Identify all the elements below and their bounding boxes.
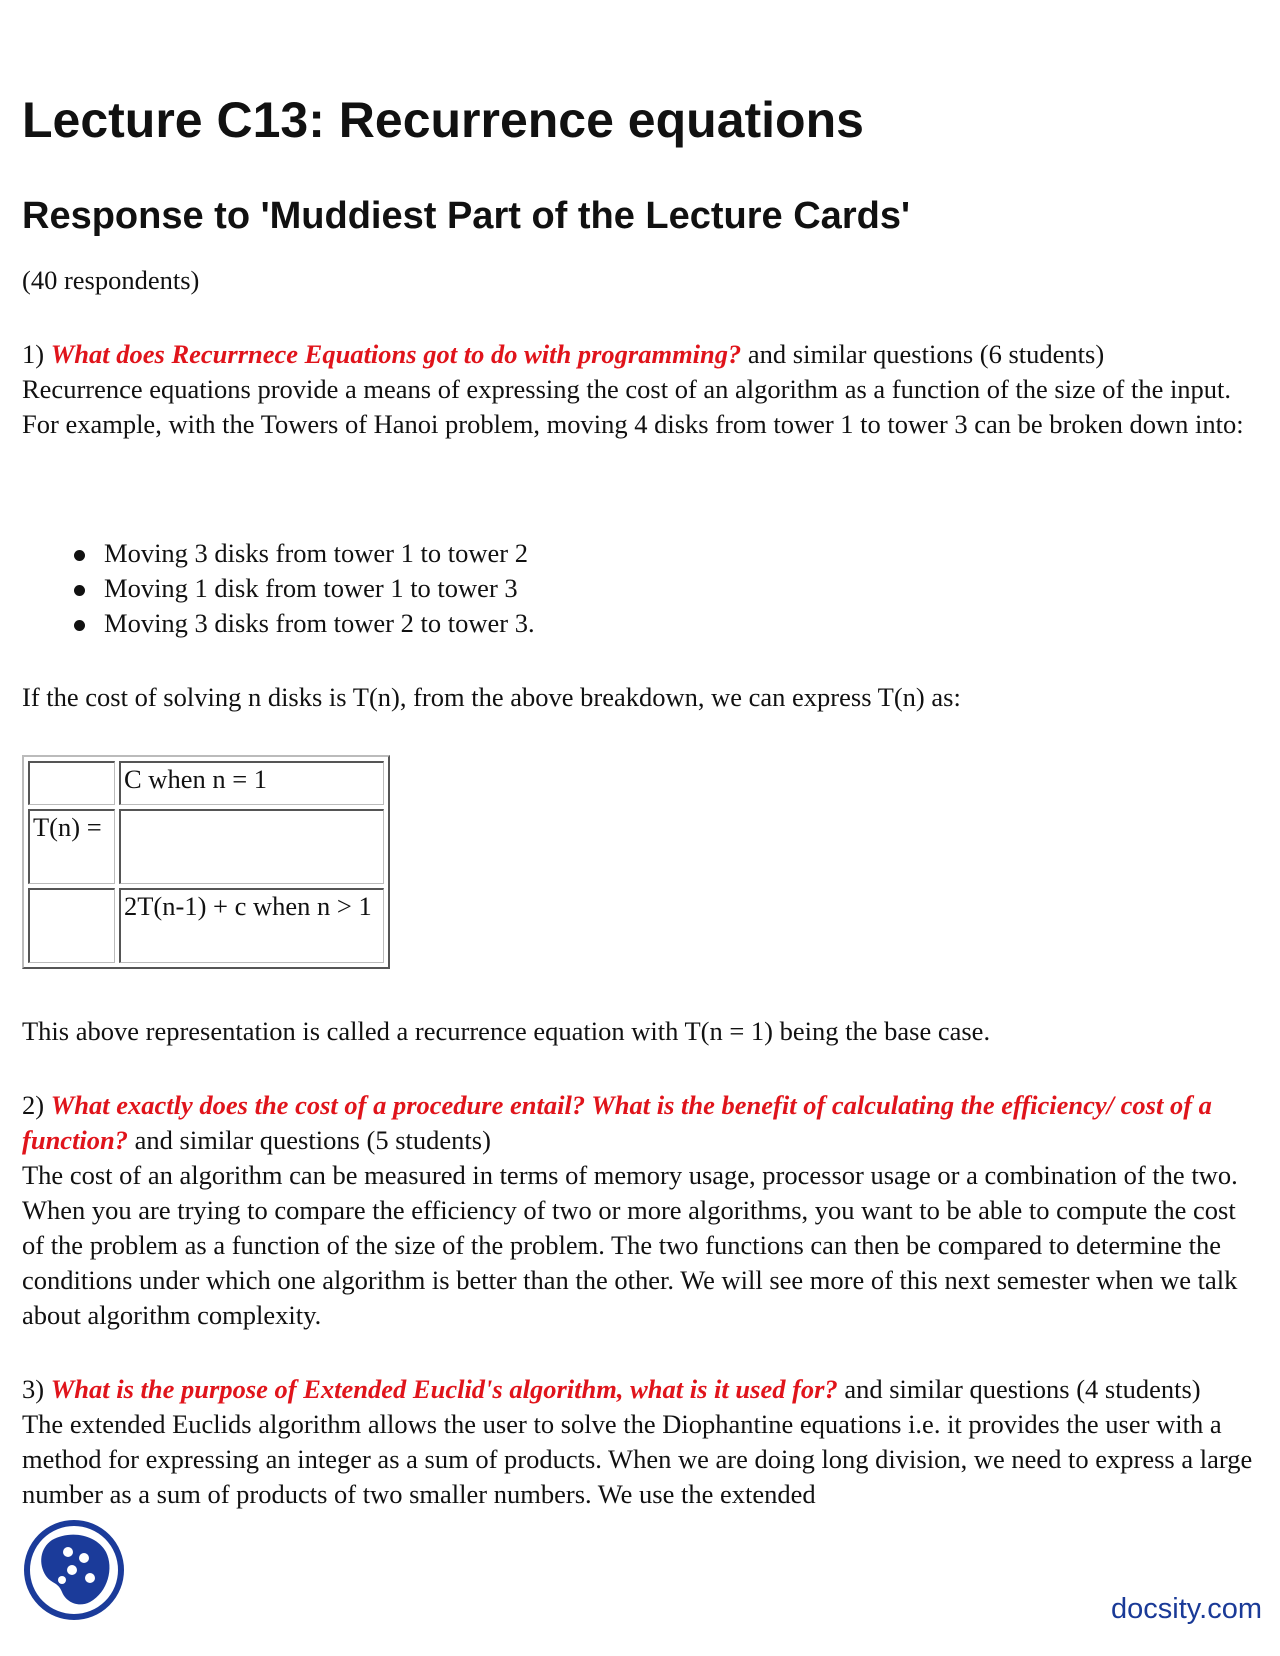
table-row xyxy=(28,809,384,884)
table-row xyxy=(28,761,384,805)
question-3-number: 3) xyxy=(22,1374,51,1404)
question-2-tail: and similar questions (5 students) xyxy=(128,1125,491,1155)
question-3-tail: and similar questions (4 students) xyxy=(837,1374,1201,1404)
list-item: Moving 1 disk from tower 1 to tower 3 xyxy=(22,571,535,606)
table-lhs: T(n) = xyxy=(28,809,115,884)
recurrence-table xyxy=(22,755,390,969)
table-cell-empty xyxy=(28,761,115,805)
question-1-tail: and similar questions (6 students) xyxy=(741,339,1105,369)
question-1-number: 1) xyxy=(22,339,51,369)
question-3 xyxy=(22,1372,1258,1512)
docsity-logo-icon xyxy=(22,1518,126,1622)
question-1-text: What does Recurrnece Equations got to do with programming? xyxy=(50,339,742,369)
recurrence-note: This above representation is called a recurrence equation with T(n = 1) being the base case. xyxy=(22,1016,991,1046)
table-cell-empty xyxy=(119,809,384,884)
question-2 xyxy=(22,1088,1258,1333)
table-row xyxy=(28,888,384,963)
page-subtitle: Response to 'Muddiest Part of the Lecture Cards' xyxy=(22,195,910,237)
bullet-icon xyxy=(74,620,85,631)
question-2-text: What exactly does the cost of a procedure entail? What is the benefit of calculating the efficiency/ cost of a function? xyxy=(22,1090,1212,1155)
case-base: C when n = 1 xyxy=(119,761,384,805)
case-recursive: 2T(n-1) + c when n > 1 xyxy=(119,888,384,963)
bullet-icon xyxy=(74,550,85,561)
docsity-brand[interactable]: docsity.com xyxy=(1111,1593,1262,1625)
table-cell-empty xyxy=(28,888,115,963)
breakdown-list xyxy=(22,536,535,641)
cost-statement: If the cost of solving n disks is T(n), from the above breakdown, we can express T(n) as: xyxy=(22,682,961,712)
answer-1: Recurrence equations provide a means of expressing the cost of an algorithm as a function of the size of the input. For example, with the Towers of Hanoi problem, moving 4 disks from tower 1 to tower 3 can be broken down into: xyxy=(22,374,1244,439)
question-1 xyxy=(22,337,1258,442)
list-item: Moving 3 disks from tower 1 to tower 2 xyxy=(22,536,535,571)
bullet-icon xyxy=(74,585,85,596)
answer-3: The extended Euclids algorithm allows the user to solve the Diophantine equations i.e. it provides the user with a method for expressing an integer as a sum of products. When we are doing long division, we need to express a large number as a sum of products of two smaller numbers. We use the extended xyxy=(22,1409,1253,1509)
question-2-number: 2) xyxy=(22,1090,51,1120)
page-title: Lecture C13: Recurrence equations xyxy=(22,92,864,148)
question-3-text: What is the purpose of Extended Euclid's algorithm, what is it used for? xyxy=(50,1374,838,1404)
answer-2: The cost of an algorithm can be measured in terms of memory usage, processor usage or a combination of the two. When you are trying to compare the efficiency of two or more algorithms, you want to be able to compute the cost of the problem as a function of the size of the problem. The two functions can then be compared to determine the conditions under which one algorithm is better than the other. We will see more of this next semester when we talk about algorithm complexity. xyxy=(22,1160,1238,1330)
respondents-count: (40 respondents) xyxy=(22,265,200,295)
list-item: Moving 3 disks from tower 2 to tower 3. xyxy=(22,606,535,641)
